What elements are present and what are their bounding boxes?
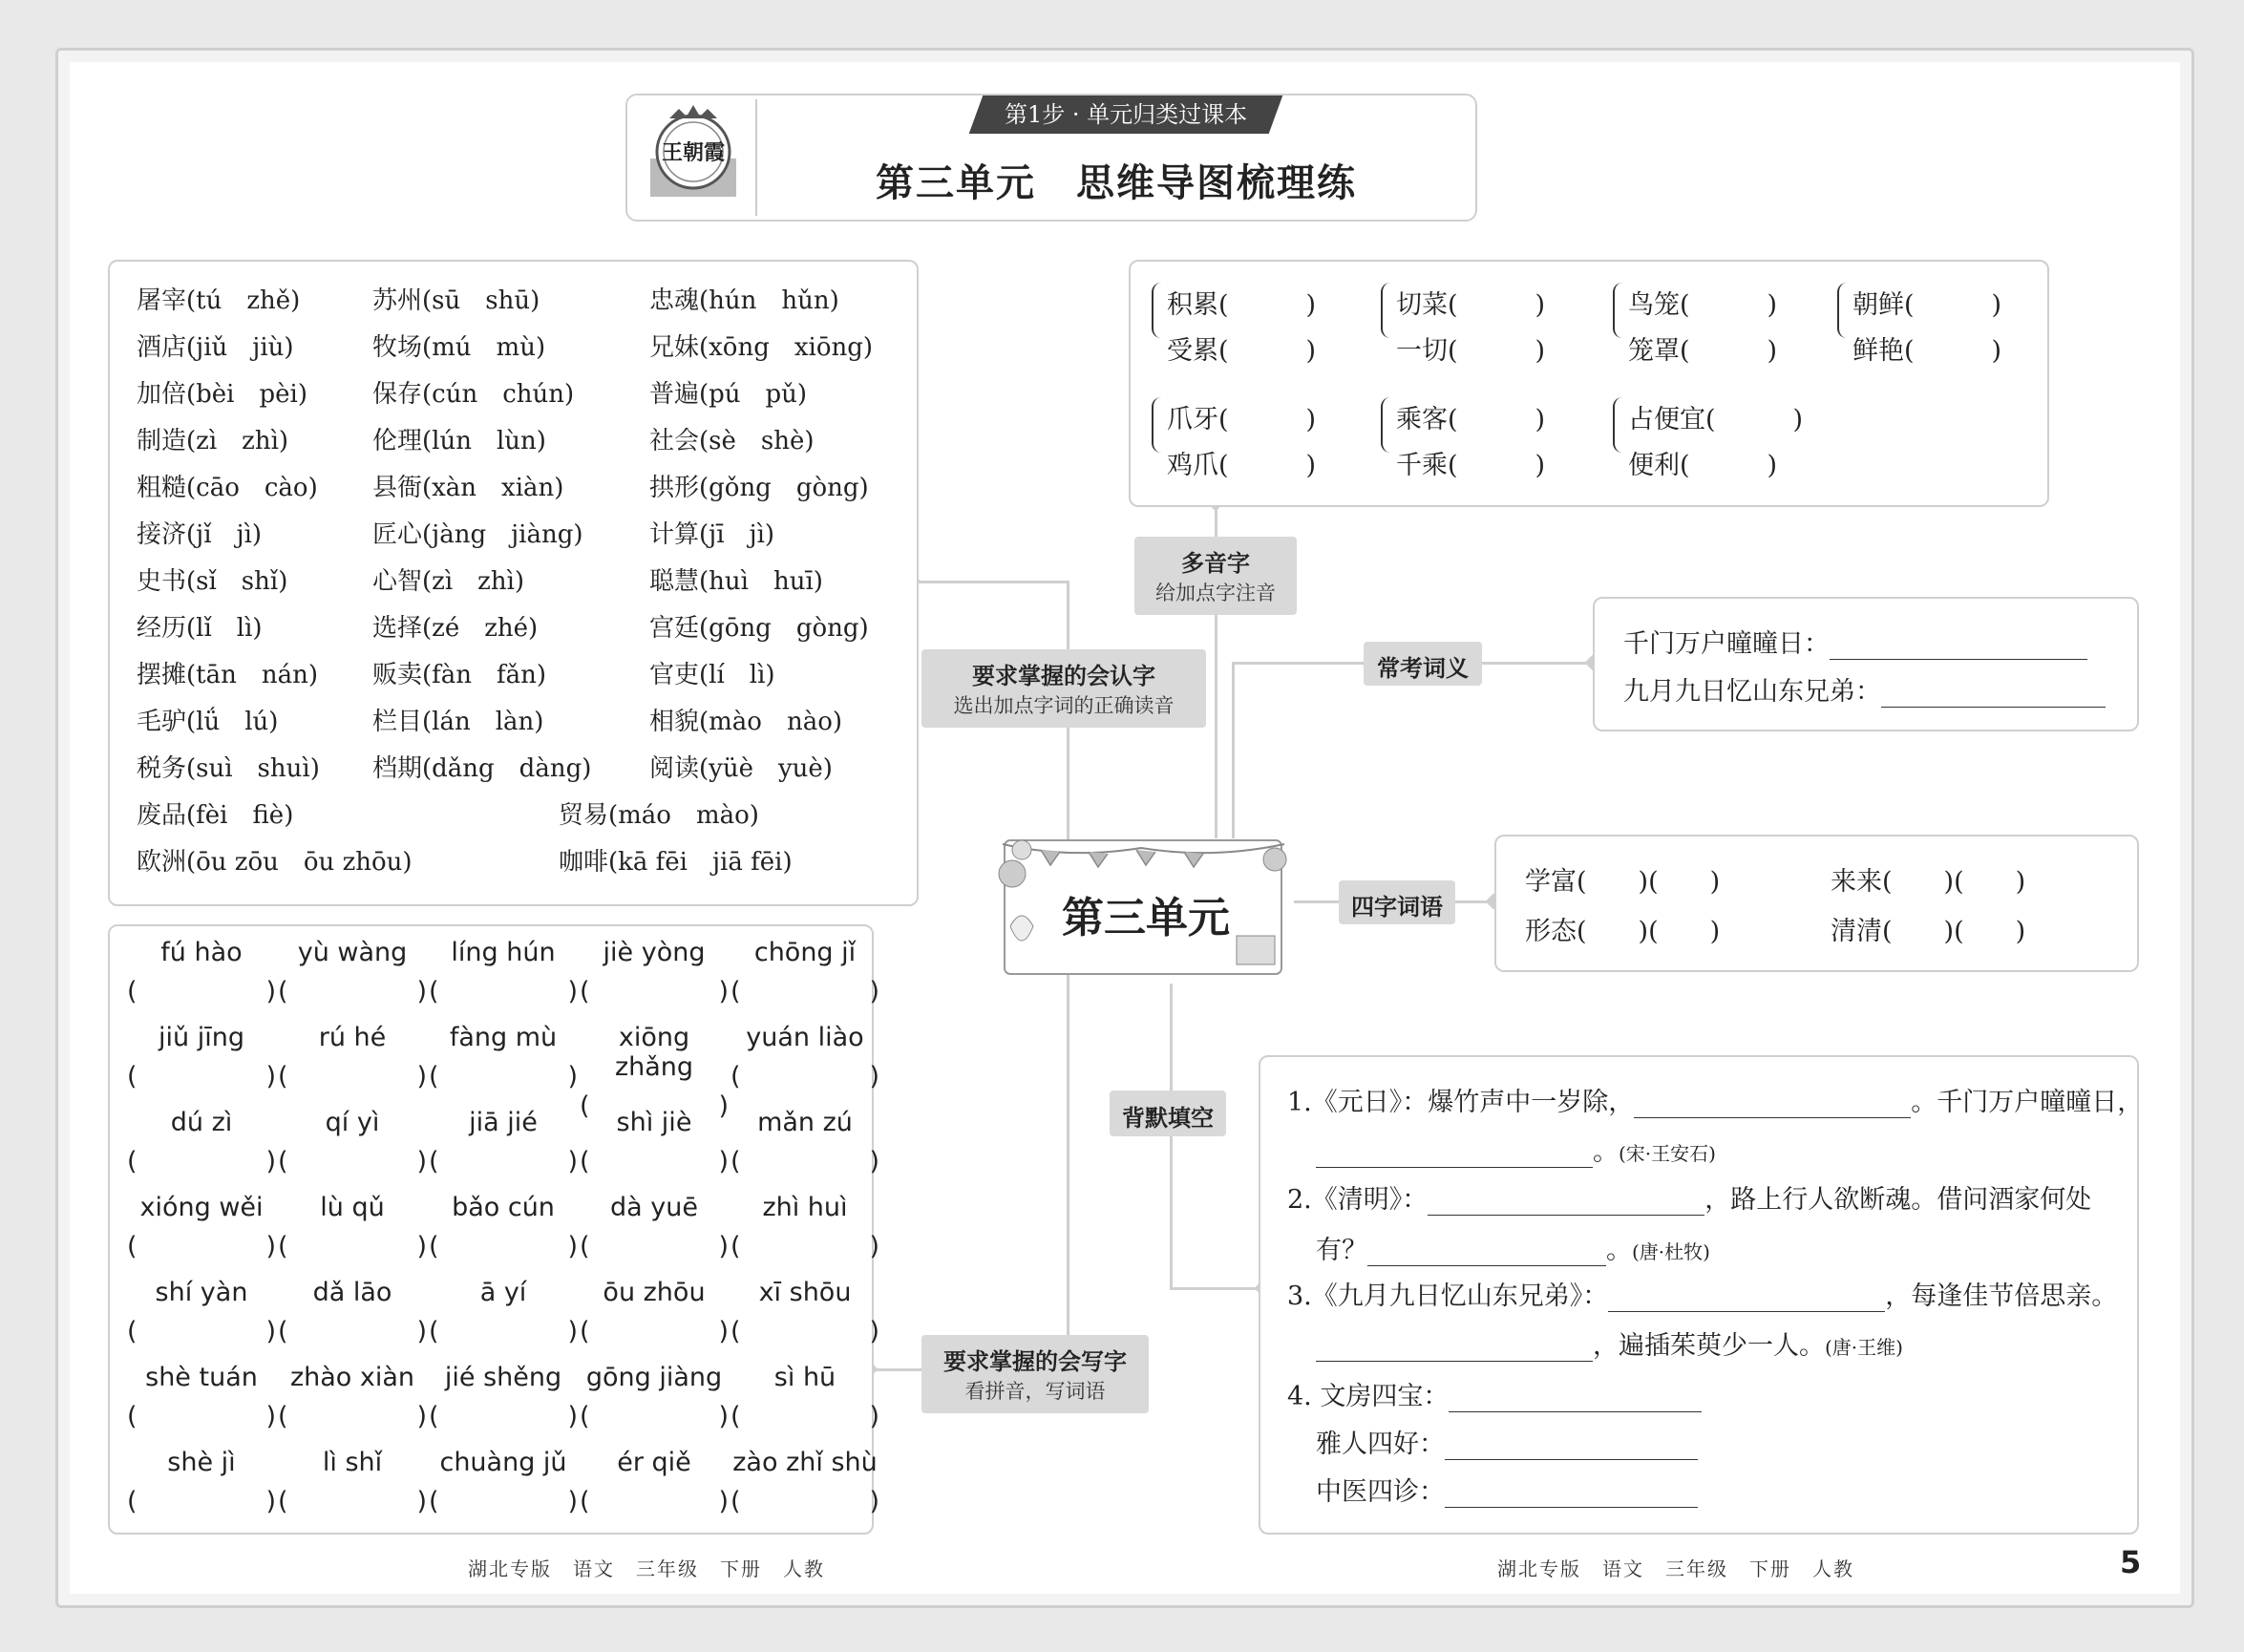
pinyin-cell	[729, 1023, 881, 1091]
pinyin-cell	[276, 1363, 429, 1431]
recite-q4-line1: 4. 文房四宝：	[1287, 1375, 1702, 1412]
answer-blank[interactable]: ( )	[127, 1147, 276, 1176]
polyphone-item[interactable]: 千乘( )	[1396, 451, 1546, 480]
recite-q3-line1: 3.《九月九日忆山东兄弟》： ，每逢佳节倍思亲。	[1287, 1281, 2118, 1311]
recognize-item[interactable]: 保存(cún chún)	[372, 380, 575, 409]
branch-idiom[interactable]: 四字词语	[1339, 880, 1455, 924]
recognize-item[interactable]: 聪慧(huì huī)	[649, 567, 823, 596]
recognize-item[interactable]: 匠心(jàng jiàng)	[372, 520, 583, 549]
pinyin-text: jiè yòng	[603, 938, 706, 967]
answer-blank[interactable]: ( )	[429, 1317, 578, 1346]
pinyin-text: shè jì	[167, 1448, 236, 1477]
answer-blank[interactable]: ( )	[730, 1487, 879, 1516]
pinyin-cell	[578, 1278, 730, 1346]
brace-icon	[1837, 283, 1849, 338]
polyphone-item[interactable]: 切菜( )	[1396, 290, 1546, 320]
brace-icon	[1152, 397, 1163, 453]
answer-blank[interactable]: ( )	[127, 977, 276, 1006]
branch-recognize[interactable]: 要求掌握的会认字 选出加点字词的正确读音	[921, 649, 1206, 728]
recite-blank-8[interactable]	[1445, 1438, 1698, 1460]
meaning-2-blank[interactable]	[1881, 686, 2106, 708]
branch-polyphone[interactable]: 多音字 给加点字注音	[1134, 537, 1297, 615]
brace-icon	[1613, 283, 1624, 338]
center-node[interactable]	[984, 831, 1299, 984]
recognize-item[interactable]: 阅读(yüè yuè)	[649, 754, 833, 783]
pinyin-text: gōng jiàng	[585, 1363, 723, 1392]
pinyin-text: ā yí	[479, 1278, 527, 1307]
pinyin-text: dǎ lāo	[312, 1278, 392, 1307]
polyphone-group	[1381, 397, 1545, 489]
pinyin-text: lì shǐ	[322, 1448, 383, 1477]
pinyin-text: zào zhǐ shù	[732, 1448, 878, 1477]
pinyin-cell	[578, 1448, 730, 1516]
pinyin-text: dú zì	[170, 1108, 233, 1137]
pinyin-cell	[427, 1448, 580, 1516]
idiom-2[interactable]: 来来( )( )	[1831, 867, 2026, 897]
polyphone-item[interactable]: 爪牙( )	[1167, 405, 1317, 434]
recognize-item[interactable]: 咖啡(kā fēi jiā fēi)	[559, 848, 793, 877]
answer-blank[interactable]: ( )	[730, 1147, 879, 1176]
pinyin-cell	[729, 1278, 881, 1346]
answer-blank[interactable]: ( )	[278, 1062, 427, 1091]
polyphone-item[interactable]: 朝鲜( )	[1852, 290, 2002, 320]
polyphone-item[interactable]: 乘客( )	[1396, 405, 1546, 434]
recognize-item[interactable]: 伦理(lún lùn)	[372, 427, 546, 455]
pinyin-cell	[125, 1023, 278, 1091]
pinyin-text: ér qiě	[617, 1448, 691, 1477]
answer-blank[interactable]: ( )	[730, 1232, 879, 1261]
pinyin-cell	[427, 938, 580, 1006]
answer-blank[interactable]: ( )	[429, 1062, 578, 1091]
pinyin-cell	[578, 1193, 730, 1261]
pinyin-text: qí yì	[325, 1108, 380, 1137]
pinyin-text: shè tuán	[145, 1363, 258, 1392]
polyphone-item[interactable]: 一切( )	[1396, 336, 1546, 366]
pinyin-text: lù qǔ	[320, 1193, 385, 1222]
answer-blank[interactable]: ( )	[429, 977, 578, 1006]
pinyin-cell	[125, 1363, 278, 1431]
pinyin-text: xióng wěi	[139, 1193, 264, 1222]
recite-q2-line2: 有？ 。(唐·杜牧)	[1316, 1236, 1710, 1265]
pinyin-cell	[276, 1023, 429, 1091]
polyphone-group	[1613, 283, 1777, 374]
answer-blank[interactable]: ( )	[730, 1317, 879, 1346]
branch-meaning[interactable]: 常考词义	[1364, 642, 1482, 686]
recognize-item[interactable]: 接济(jǐ jì)	[137, 520, 263, 549]
pinyin-cell	[125, 938, 278, 1006]
recite-blank-3[interactable]	[1428, 1194, 1704, 1216]
pinyin-text: rú hé	[318, 1023, 387, 1052]
answer-blank[interactable]: ( )	[730, 1402, 879, 1431]
recognize-item[interactable]: 加倍(bèi pèi)	[137, 380, 307, 409]
pinyin-text: chuàng jǔ	[439, 1448, 567, 1477]
answer-blank[interactable]: ( )	[580, 1487, 729, 1516]
polyphone-item[interactable]: 鲜艳( )	[1852, 336, 2002, 366]
logo	[631, 99, 757, 216]
pinyin-cell	[427, 1108, 580, 1176]
recite-blank-1[interactable]	[1634, 1096, 1911, 1118]
pinyin-cell	[125, 1448, 278, 1516]
recognize-item[interactable]: 栏目(lán làn)	[372, 708, 544, 736]
recognize-item[interactable]: 兄妹(xōng xiōng)	[649, 333, 874, 362]
recognize-item[interactable]: 普遍(pú pǔ)	[649, 380, 808, 409]
recognize-item[interactable]: 忠魂(hún hǔn)	[649, 286, 839, 315]
recite-blank-2[interactable]	[1316, 1146, 1593, 1168]
recite-q4-line3: 中医四诊：	[1316, 1471, 1698, 1508]
header-banner	[625, 94, 1477, 222]
recite-blank-6[interactable]	[1316, 1340, 1593, 1362]
recognize-item[interactable]: 经历(lǐ lì)	[137, 614, 263, 643]
step-badge: 第1步 · 单元归类过课本	[969, 95, 1283, 134]
answer-blank[interactable]: ( )	[429, 1232, 578, 1261]
page-number: 5	[2120, 1544, 2142, 1580]
answer-blank[interactable]: ( )	[580, 1402, 729, 1431]
pinyin-text: ōu zhōu	[603, 1278, 706, 1307]
polyphone-group	[1152, 283, 1316, 374]
pinyin-cell	[729, 1448, 881, 1516]
answer-blank[interactable]: ( )	[278, 1147, 427, 1176]
recognize-item[interactable]: 粗糙(cāo cào)	[137, 474, 318, 502]
pinyin-text: yuán liào	[746, 1023, 864, 1052]
brace-icon	[1381, 283, 1392, 338]
svg-text:王朝霞: 王朝霞	[661, 140, 726, 165]
recognize-item[interactable]: 酒店(jiǔ jiù)	[137, 333, 294, 362]
pinyin-cell	[125, 1108, 278, 1176]
pinyin-cell	[125, 1278, 278, 1346]
pinyin-cell	[276, 1448, 429, 1516]
write-panel	[108, 924, 879, 1535]
recognize-panel	[108, 260, 919, 906]
answer-blank[interactable]: ( )	[127, 1317, 276, 1346]
pinyin-cell	[578, 1023, 730, 1121]
pinyin-text: zhào xiàn	[289, 1363, 415, 1392]
answer-blank[interactable]: ( )	[429, 1147, 578, 1176]
answer-blank[interactable]: ( )	[429, 1402, 578, 1431]
pinyin-text: xiōng zhǎng	[614, 1023, 694, 1082]
pinyin-text: zhì huì	[762, 1193, 848, 1222]
pinyin-text: yù wàng	[297, 938, 408, 967]
brace-icon	[1152, 283, 1163, 338]
answer-blank[interactable]: ( )	[127, 1232, 276, 1261]
recognize-item[interactable]: 选择(zé zhé)	[372, 614, 539, 643]
idiom-3[interactable]: 形态( )( )	[1525, 917, 1721, 946]
recite-q1-line1: 1.《元日》：爆竹声中一岁除， 。千门万户曈曈日，	[1287, 1088, 2144, 1117]
pinyin-cell	[729, 1108, 881, 1176]
pinyin-text: sì hū	[773, 1363, 836, 1392]
recognize-item[interactable]: 摆摊(tān nán)	[137, 661, 318, 689]
pinyin-text: mǎn zú	[757, 1108, 853, 1137]
answer-blank[interactable]: ( )	[278, 1317, 427, 1346]
recite-q1-line2: 。(宋·王安石)	[1316, 1131, 1716, 1168]
recognize-item[interactable]: 屠宰(tú zhě)	[137, 286, 301, 315]
recite-blank-5[interactable]	[1608, 1290, 1885, 1312]
answer-blank[interactable]: ( )	[278, 1232, 427, 1261]
answer-blank[interactable]: ( )	[127, 1402, 276, 1431]
pinyin-cell	[427, 1363, 580, 1431]
recognize-item[interactable]: 心智(zì zhì)	[372, 567, 525, 596]
pinyin-text: líng hún	[451, 938, 556, 967]
brace-icon	[1381, 397, 1392, 453]
pinyin-cell	[276, 1193, 429, 1261]
recognize-item[interactable]: 贩卖(fàn fǎn)	[372, 661, 547, 689]
recite-q4-line2: 雅人四好：	[1316, 1423, 1698, 1460]
recognize-item[interactable]: 档期(dǎng dàng)	[372, 754, 592, 783]
recognize-item[interactable]: 县衙(xàn xiàn)	[372, 474, 564, 502]
idiom-panel	[1494, 835, 2139, 972]
branch-write[interactable]: 要求掌握的会写字 看拼音，写词语	[921, 1335, 1149, 1413]
polyphone-item[interactable]: 鸡爪( )	[1167, 451, 1317, 480]
pinyin-text: dà yuē	[610, 1193, 698, 1222]
answer-blank[interactable]: ( )	[580, 977, 729, 1006]
recite-q3-line2: ，遍插茱萸少一人。(唐·王维)	[1316, 1324, 1903, 1362]
center-title: 第三单元	[1062, 894, 1230, 942]
polyphone-item[interactable]: 鸟笼( )	[1628, 290, 1778, 320]
pinyin-text: jiā jié	[469, 1108, 538, 1137]
pinyin-cell	[427, 1278, 580, 1346]
polyphone-group	[1381, 283, 1545, 374]
answer-blank[interactable]: ( )	[580, 1147, 729, 1176]
polyphone-item[interactable]: 积累( )	[1167, 290, 1317, 320]
polyphone-item[interactable]: 占便宜( )	[1628, 405, 1804, 434]
pinyin-cell	[125, 1193, 278, 1261]
answer-blank[interactable]: ( )	[730, 1062, 879, 1091]
polyphone-item[interactable]: 便利( )	[1628, 451, 1778, 480]
pinyin-text: shí yàn	[155, 1278, 248, 1307]
recognize-item[interactable]: 贸易(máo mào)	[559, 801, 759, 830]
recite-blank-7[interactable]	[1449, 1390, 1702, 1412]
pinyin-cell	[578, 938, 730, 1006]
meaning-1-blank[interactable]	[1830, 638, 2087, 660]
footer-right: 湖北专版 语文 三年级 下册 人教	[1497, 1557, 1854, 1580]
answer-blank[interactable]: ( )	[730, 977, 879, 1006]
polyphone-item[interactable]: 受累( )	[1167, 336, 1317, 366]
recite-blank-4[interactable]	[1367, 1244, 1606, 1266]
answer-blank[interactable]: ( )	[580, 1091, 729, 1121]
pinyin-cell	[729, 1193, 881, 1261]
meaning-1: 千门万户曈曈日：	[1623, 623, 2087, 660]
recognize-item[interactable]: 史书(sǐ shǐ)	[137, 567, 288, 596]
answer-blank[interactable]: ( )	[278, 1487, 427, 1516]
answer-blank[interactable]: ( )	[127, 1062, 276, 1091]
pinyin-text: jié shěng	[444, 1363, 562, 1392]
recognize-item[interactable]: 官吏(lí lì)	[649, 661, 775, 689]
recognize-item[interactable]: 社会(sè shè)	[649, 427, 815, 455]
pinyin-cell	[276, 938, 429, 1006]
pinyin-text: xī shōu	[758, 1278, 852, 1307]
pinyin-text: bǎo cún	[452, 1193, 555, 1222]
pinyin-cell	[427, 1023, 580, 1091]
recite-q2-line1: 2.《清明》： ，路上行人欲断魂。借问酒家何处	[1287, 1185, 2092, 1215]
branch-recite[interactable]: 背默填空	[1110, 1091, 1226, 1136]
pinyin-cell	[578, 1363, 730, 1431]
idiom-4[interactable]: 清清( )( )	[1831, 917, 2026, 946]
polyphone-group	[1613, 397, 1803, 489]
polyphone-group	[1837, 283, 2001, 374]
meaning-panel	[1593, 597, 2139, 731]
recognize-item[interactable]: 牧场(mú mù)	[372, 333, 546, 362]
polyphone-group	[1152, 397, 1316, 489]
idiom-1[interactable]: 学富( )( )	[1525, 867, 1721, 897]
recognize-item[interactable]: 苏州(sū shū)	[372, 286, 540, 315]
recognize-item[interactable]: 宫廷(gōng gòng)	[649, 614, 869, 643]
pinyin-text: fú hào	[160, 938, 243, 967]
answer-blank[interactable]: ( )	[278, 977, 427, 1006]
pinyin-cell	[276, 1108, 429, 1176]
recognize-item[interactable]: 税务(suì shuì)	[137, 754, 320, 783]
pinyin-cell	[729, 1363, 881, 1431]
page-title: 第三单元 思维导图梳理练	[876, 161, 1357, 205]
recognize-item[interactable]: 废品(fèi fiè)	[137, 801, 294, 830]
recognize-item[interactable]: 相貌(mào nào)	[649, 708, 842, 736]
brace-icon	[1613, 397, 1624, 453]
answer-blank[interactable]: ( )	[429, 1487, 578, 1516]
recognize-item[interactable]: 毛驴(lǘ lú)	[137, 708, 279, 736]
recite-blank-9[interactable]	[1445, 1486, 1698, 1508]
answer-blank[interactable]: ( )	[127, 1487, 276, 1516]
recite-panel	[1259, 1055, 2144, 1535]
pinyin-cell	[427, 1193, 580, 1261]
meaning-2: 九月九日忆山东兄弟：	[1623, 670, 2106, 708]
footer-left: 湖北专版 语文 三年级 下册 人教	[468, 1557, 825, 1580]
pinyin-cell	[729, 938, 881, 1006]
pinyin-text: chōng jǐ	[753, 938, 857, 967]
answer-blank[interactable]: ( )	[580, 1317, 729, 1346]
pinyin-text: shì jiè	[616, 1108, 692, 1137]
polyphone-item[interactable]: 笼罩( )	[1628, 336, 1778, 366]
answer-blank[interactable]: ( )	[580, 1232, 729, 1261]
recognize-item[interactable]: 计算(jī jì)	[649, 520, 775, 549]
answer-blank[interactable]: ( )	[278, 1402, 427, 1431]
pinyin-text: fàng mù	[449, 1023, 558, 1052]
pinyin-cell	[276, 1278, 429, 1346]
pinyin-text: jiǔ jīng	[159, 1023, 244, 1052]
recognize-item[interactable]: 欧洲(ōu zōu ōu zhōu)	[137, 848, 413, 877]
recognize-item[interactable]: 拱形(gǒng gòng)	[649, 474, 869, 502]
polyphone-panel	[1129, 260, 2049, 507]
recognize-item[interactable]: 制造(zì zhì)	[137, 427, 289, 455]
pinyin-cell	[578, 1108, 730, 1176]
